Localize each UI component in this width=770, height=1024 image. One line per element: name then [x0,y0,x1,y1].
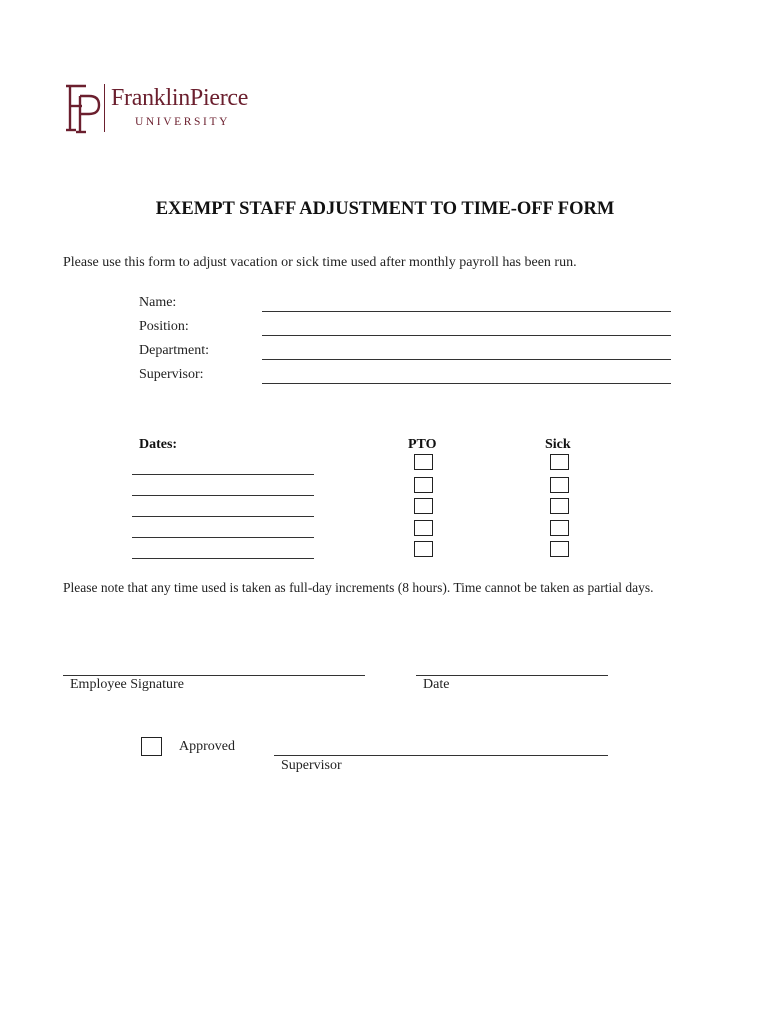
pto-checkbox[interactable] [414,498,433,514]
supervisor-label: Supervisor: [139,367,204,382]
pto-checkbox[interactable] [414,477,433,493]
date-signature-field[interactable] [416,675,608,676]
note-text: Please note that any time used is taken as full-day increments (8 hours). Time cannot be taken as partial days. [63,580,654,595]
department-field[interactable] [262,359,671,360]
sick-checkbox[interactable] [550,498,569,514]
logo-subtitle: UNIVERSITY [135,116,230,128]
department-label: Department: [139,343,209,358]
date-field[interactable] [132,558,314,559]
logo-divider [104,84,105,132]
form-title: EXEMPT STAFF ADJUSTMENT TO TIME-OFF FORM [155,199,615,219]
fp-monogram-icon [62,82,102,134]
sick-checkbox[interactable] [550,541,569,557]
sick-checkbox[interactable] [550,520,569,536]
supervisor-field[interactable] [262,383,671,384]
position-field[interactable] [262,335,671,336]
pto-checkbox[interactable] [414,454,433,470]
supervisor-signature-field[interactable] [274,755,608,756]
supervisor-signature-label: Supervisor [281,758,342,773]
name-field[interactable] [262,311,671,312]
date-field[interactable] [132,474,314,475]
name-label: Name: [139,295,177,310]
logo-wordmark: FranklinPierce [111,85,249,111]
date-field[interactable] [132,537,314,538]
sick-checkbox[interactable] [550,454,569,470]
pto-header: PTO [408,437,437,452]
pto-checkbox[interactable] [414,541,433,557]
sick-checkbox[interactable] [550,477,569,493]
sick-header: Sick [545,437,571,452]
date-signature-label: Date [423,677,450,692]
date-field[interactable] [132,516,314,517]
employee-signature-field[interactable] [63,675,365,676]
position-label: Position: [139,319,189,334]
approved-checkbox[interactable] [141,737,162,756]
dates-header: Dates: [139,437,178,452]
approved-label: Approved [179,739,235,754]
pto-checkbox[interactable] [414,520,433,536]
intro-text: Please use this form to adjust vacation or sick time used after monthly payroll has been run. [63,255,577,270]
date-field[interactable] [132,495,314,496]
employee-signature-label: Employee Signature [70,677,184,692]
